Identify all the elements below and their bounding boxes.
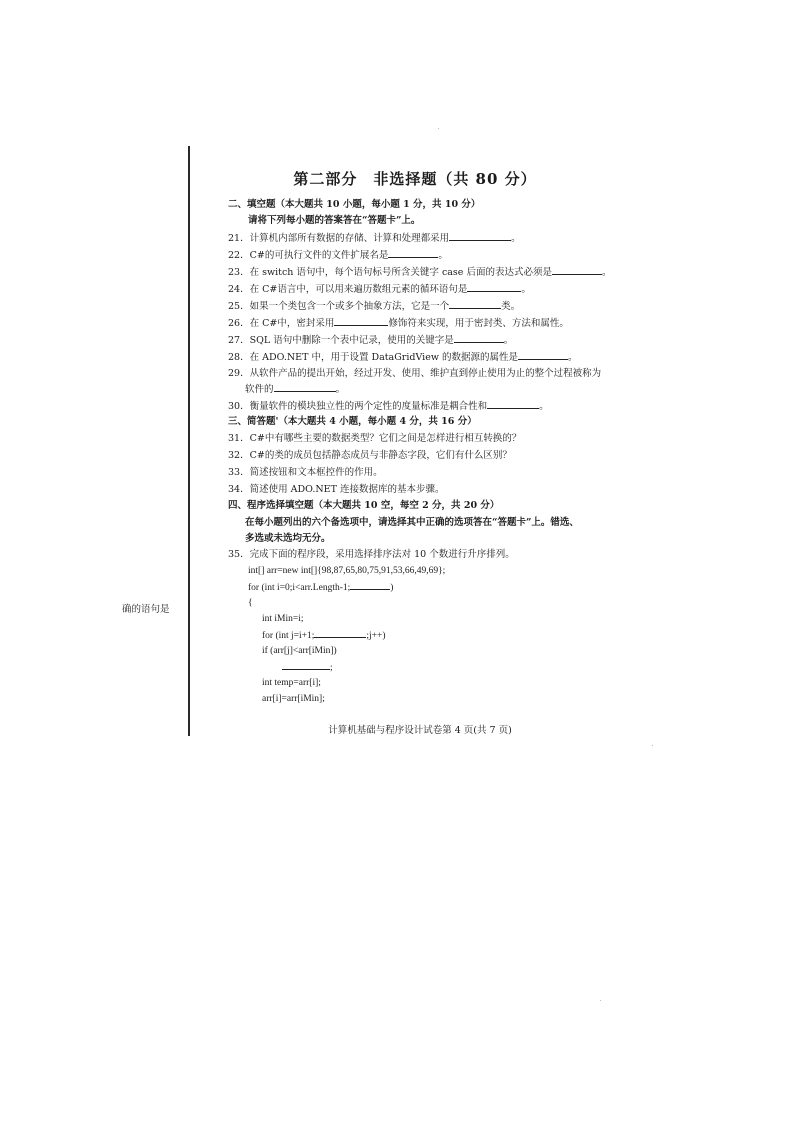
scan-speck bbox=[600, 1000, 601, 1001]
question-35: 35．完成下面的程序段，采用选择排序法对 10 个数进行升序排列。 bbox=[228, 549, 515, 560]
question-21-text: 21．计算机内部所有数据的存储、计算和处理都采用 bbox=[228, 233, 450, 244]
question-23-suffix: 。 bbox=[601, 267, 612, 278]
question-26-text: 26．在 C#中，密封采用 bbox=[228, 318, 335, 329]
question-28 bbox=[228, 351, 578, 364]
question-24 bbox=[228, 283, 531, 296]
question-26-suffix: 修饰符来实现，用于密封类、方法和属性。 bbox=[388, 318, 569, 329]
code-line-2-text: for (int i=0;i<arr.Length-1; bbox=[248, 583, 351, 593]
code-line-5 bbox=[262, 629, 386, 642]
code-blank-2 bbox=[314, 629, 366, 638]
code-blank-3 bbox=[282, 661, 330, 670]
question-30-suffix: 。 bbox=[539, 401, 549, 412]
code-line-9: arr[i]=arr[iMin]; bbox=[262, 694, 325, 704]
question-24-text: 24．在 C#语言中，可以用来遍历数组元素的循环语句是 bbox=[228, 284, 468, 295]
binding-line bbox=[188, 146, 190, 736]
question-28-text: 28．在 ADO.NET 中，用于设置 DataGridView 的数据源的属性是 bbox=[228, 352, 518, 363]
answer-blank bbox=[388, 249, 438, 258]
section-heading-short-answer: 三、简答题'（本大题共 4 小题，每小题 4 分，共 16 分） bbox=[228, 416, 477, 427]
question-33: 33．简述按钮和文本框控件的作用。 bbox=[228, 467, 383, 478]
question-22-text: 22．C#的可执行文件的文件扩展名是 bbox=[228, 250, 389, 261]
code-line-7-end: ; bbox=[330, 663, 333, 673]
code-line-4: int iMin=i; bbox=[262, 614, 304, 624]
answer-blank bbox=[518, 351, 568, 360]
question-24-suffix: 。 bbox=[521, 284, 531, 295]
answer-blank bbox=[467, 283, 521, 292]
scan-speck bbox=[652, 745, 653, 746]
answer-blank bbox=[449, 232, 511, 241]
section-heading-fill-blank: 二、填空题（本大题共 10 小题，每小题 1 分，共 10 分） bbox=[228, 199, 481, 210]
code-line-2 bbox=[248, 581, 393, 594]
question-25-suffix: 类。 bbox=[501, 301, 521, 312]
answer-blank bbox=[334, 317, 388, 326]
question-22 bbox=[228, 249, 448, 262]
section-instruction: 请将下列每小题的答案答在“答题卡”上。 bbox=[248, 215, 421, 226]
scan-speck bbox=[438, 128, 439, 129]
answer-blank bbox=[454, 334, 504, 343]
question-27 bbox=[228, 334, 513, 347]
page-footer: 计算机基础与程序设计试卷第 4 页(共 7 页) bbox=[328, 725, 512, 736]
question-22-suffix: 。 bbox=[438, 250, 448, 261]
question-30 bbox=[228, 400, 549, 413]
question-23 bbox=[228, 266, 611, 279]
code-line-2-end: ) bbox=[390, 583, 394, 593]
question-23-text: 23．在 switch 语句中，每个语句标号所含关键字 case 后面的表达式必须是 bbox=[228, 267, 552, 278]
code-line-8: int temp=arr[i]; bbox=[262, 678, 321, 688]
question-29: 29．从软件产品的提出开始，经过开发、使用、维护直到停止使用为止的整个过程被称为 bbox=[228, 368, 602, 379]
answer-blank bbox=[274, 383, 336, 392]
question-28-suffix: 。 bbox=[567, 352, 578, 363]
section-instruction-2-cont: 多选或未选均无分。 bbox=[245, 533, 331, 544]
question-25 bbox=[228, 300, 520, 313]
section-instruction-2: 在每小题列出的六个备选项中，请选择其中正确的选项答在“答题卡”上。错选、 bbox=[245, 517, 579, 528]
code-line-3: { bbox=[248, 598, 253, 608]
code-line-5-text: for (int j=i+1; bbox=[262, 631, 315, 641]
question-32: 32．C#的类的成员包括静态成员与非静态字段，它们有什么区别？ bbox=[228, 450, 512, 461]
question-27-text: 27．SQL 语句中删除一个表中记录，使用的关键字是 bbox=[228, 335, 454, 346]
code-blank-1 bbox=[350, 581, 390, 590]
code-line-7 bbox=[282, 661, 333, 674]
question-27-suffix: 。 bbox=[503, 335, 514, 346]
section-heading-program: 四、程序选择填空题（本大题共 10 空，每空 2 分，共 20 分） bbox=[228, 500, 500, 511]
question-29-suffix: 。 bbox=[335, 384, 346, 395]
answer-blank bbox=[552, 266, 602, 275]
side-note: 确的语句是 bbox=[122, 604, 170, 615]
question-25-text: 25．如果一个类包含一个或多个抽象方法，它是一个 bbox=[228, 301, 450, 312]
question-26 bbox=[228, 317, 569, 330]
answer-blank bbox=[487, 400, 539, 409]
question-31: 31．C#中有哪些主要的数据类型？它们之间是怎样进行相互转换的？ bbox=[228, 433, 522, 444]
answer-blank bbox=[449, 300, 501, 309]
question-29-cont bbox=[245, 383, 345, 396]
code-line-5-end: ;j++) bbox=[366, 631, 386, 641]
code-line-6: if (arr[j]<arr[iMin]) bbox=[262, 646, 337, 656]
question-29-cont-text: 软件的 bbox=[245, 384, 274, 395]
question-21 bbox=[228, 232, 521, 245]
question-34: 34．简述使用 ADO.NET 连接数据库的基本步骤。 bbox=[228, 484, 445, 495]
section-title: 第二部分 非选择题（共 80 分） bbox=[293, 170, 537, 188]
question-30-text: 30．衡量软件的模块独立性的两个定性的度量标准是耦合性和 bbox=[228, 401, 488, 412]
question-21-suffix: 。 bbox=[511, 233, 521, 244]
code-line-1: int[] arr=new int[]{98,87,65,80,75,91,53,66,49,69}; bbox=[248, 566, 446, 576]
